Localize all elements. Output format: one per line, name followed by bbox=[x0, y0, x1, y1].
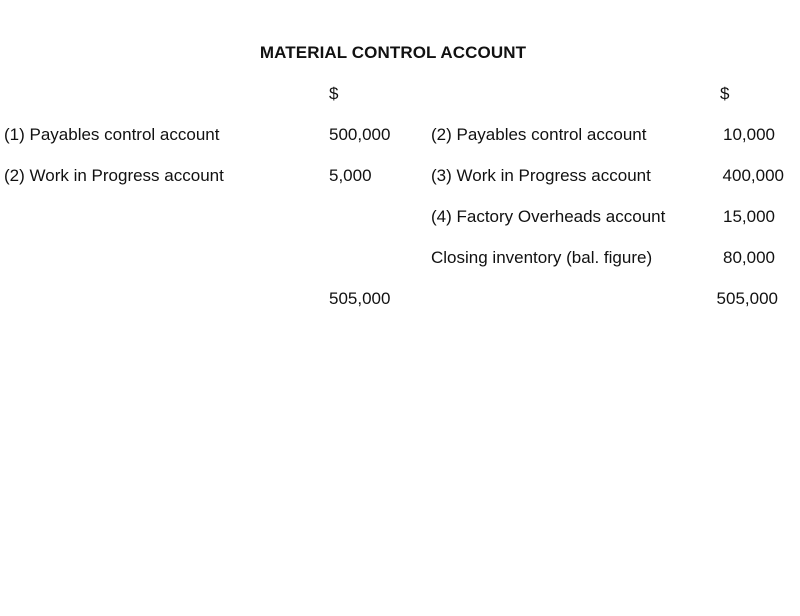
credit-entry-amount: 80,000 bbox=[723, 248, 775, 267]
credit-entry-amount: 400,000 bbox=[722, 166, 784, 185]
credit-entry-label: Closing inventory (bal. figure) bbox=[431, 248, 653, 267]
account-title: MATERIAL CONTROL ACCOUNT bbox=[259, 43, 527, 62]
debit-entry-amount: 500,000 bbox=[329, 125, 391, 144]
debit-total: 505,000 bbox=[329, 289, 391, 308]
credit-total: 505,000 bbox=[716, 289, 778, 308]
debit-entry-amount: 5,000 bbox=[329, 166, 372, 185]
debit-entry-label: (2) Work in Progress account bbox=[4, 166, 224, 185]
debit-entry-label: (1) Payables control account bbox=[4, 125, 220, 144]
credit-entry-amount: 10,000 bbox=[723, 125, 775, 144]
credit-entry-label: (2) Payables control account bbox=[431, 125, 647, 144]
credit-entry-amount: 15,000 bbox=[723, 207, 775, 226]
credit-entry-label: (3) Work in Progress account bbox=[431, 166, 651, 185]
credit-entry-label: (4) Factory Overheads account bbox=[431, 207, 666, 226]
credit-currency-symbol: $ bbox=[720, 84, 730, 103]
debit-currency-symbol: $ bbox=[329, 84, 339, 103]
